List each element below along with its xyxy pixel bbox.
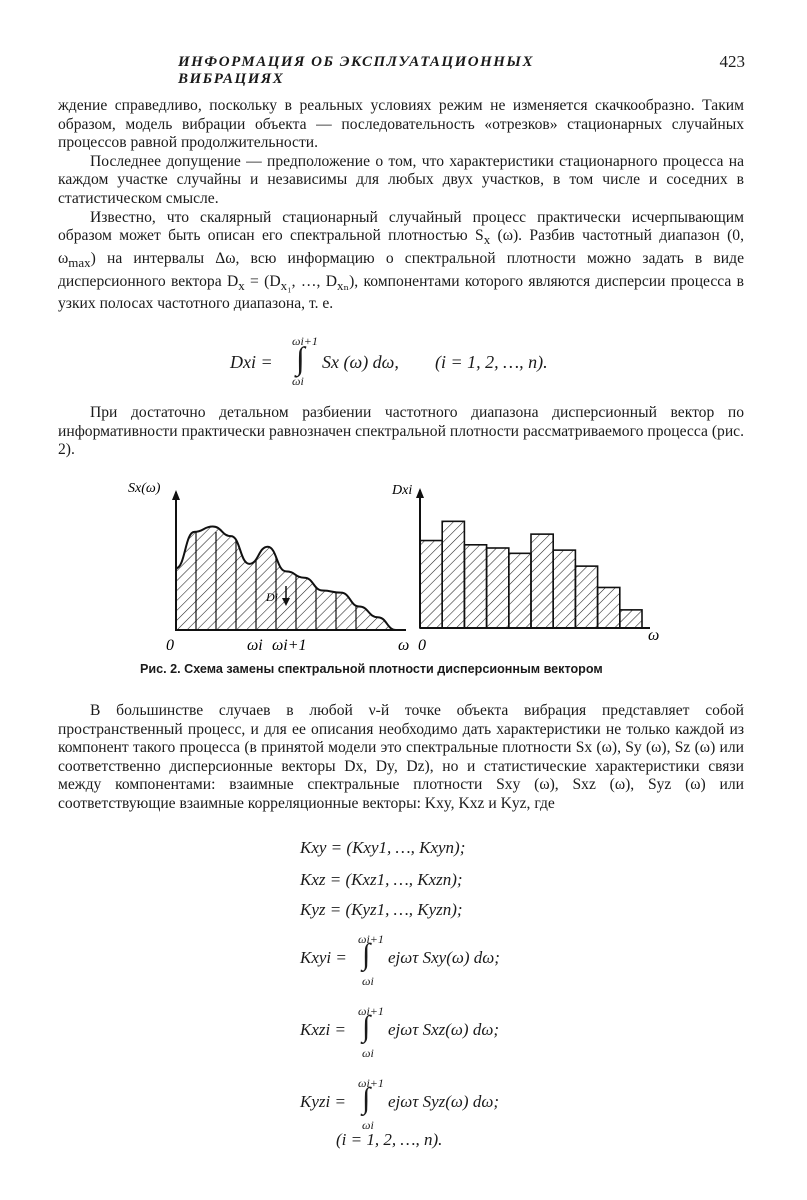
eq-kyzi (300, 1092, 346, 1112)
x-label-wi1: ωi+1 (272, 637, 307, 654)
formula-dispersion (230, 334, 630, 398)
eq2-integral: ∫ (362, 1010, 371, 1043)
sub-xn: xₙ (336, 277, 350, 293)
paragraph-3 (58, 209, 744, 314)
p3-part-f: ), компонентами которого являются дисперсии процесса в узких полосах частотного диапазона, т. е. (58, 272, 744, 313)
eq1-integral: ∫ (362, 938, 371, 971)
formula1-integrand: Sx (ω) dω, (322, 352, 399, 372)
spectral-density-chart (172, 490, 406, 630)
eq-kxz-vector: Kxz = (Kxz1, …, Kxzn); (300, 870, 463, 889)
dispersion-bar (464, 545, 486, 628)
dispersion-vector-chart (416, 488, 650, 628)
x-end-right: ω (648, 627, 660, 644)
dispersion-bar (487, 548, 509, 628)
eq1-lower: ωi (362, 974, 374, 988)
eq-range: (i = 1, 2, …, n). (336, 1130, 443, 1149)
integral-sign: ∫ (296, 340, 305, 376)
sub-max: max (68, 254, 91, 270)
p3-part-d: = (D (244, 272, 281, 290)
paragraph-1: ждение справедливо, поскольку в реальных условиях режим не изменяется скачкообразно. Таким образом, модель вибрации объекта — последовательность «отрезков» стационарных случайных процессов равной продолжительности. (58, 97, 744, 152)
spectral-density-curve (176, 527, 396, 630)
eq-kxzi (300, 1020, 346, 1040)
x-origin-left: 0 (166, 637, 174, 654)
bar-label-di: Di (266, 590, 278, 604)
right-y-arrow (416, 488, 424, 498)
eq1-upper: ωi+1 (358, 932, 384, 946)
eq1-rhs: ejωτ Sxy(ω) dω; (388, 948, 500, 967)
x-label-wi: ωi (247, 637, 263, 654)
text-block-1 (58, 97, 744, 314)
figure-caption: Рис. 2. Схема замены спектральной плотности дисперсионным вектором (140, 662, 603, 676)
eq-kxyi (300, 948, 347, 968)
dispersion-bar (553, 550, 575, 628)
dispersion-bar (509, 553, 531, 628)
dispersion-bar (575, 566, 597, 628)
eq3-integral: ∫ (362, 1082, 371, 1115)
page-number: 423 (719, 52, 745, 71)
eq3-lhs: Kyzi = (300, 1092, 346, 1111)
p3-part-c: ) на интервалы Δω, всю информацию о спектральной плотности можно задать в виде дисперсионного вектора D (58, 249, 744, 290)
eq3-lower: ωi (362, 1118, 374, 1132)
eq1-lhs: Kxyi = (300, 948, 347, 967)
figure-spectral (0, 470, 807, 670)
dispersion-bar (531, 534, 553, 628)
sub-x1: x₁ (280, 277, 292, 293)
running-head: ИНФОРМАЦИЯ ОБ ЭКСПЛУАТАЦИОННЫХ ВИБРАЦИЯХ (178, 54, 534, 87)
x-origin-right: 0 (418, 637, 426, 654)
left-y-arrow (172, 490, 180, 500)
eq-kyz-vector: Kyz = (Kyz1, …, Kyzn); (300, 900, 463, 919)
dispersion-bar (442, 521, 464, 628)
eq3-upper: ωi+1 (358, 1076, 384, 1090)
dispersion-bar (620, 610, 642, 628)
eq2-rhs: ejωτ Sxz(ω) dω; (388, 1020, 500, 1039)
sub-x: x (483, 232, 491, 248)
p3-part-b: (ω). Разбив частотный диапазон (0, ω (58, 227, 744, 267)
paragraph-2: Последнее допущение — предположение о том, что характеристики стационарного процесса на каждом участке случайны и независимы для любых двух участков, в том числе и соседних в статистическом смысле. (58, 152, 744, 207)
eq2-lower: ωi (362, 1046, 374, 1060)
p3-part-e: , …, D (291, 272, 337, 290)
eq-kxy-vector: Kxy = (Kxy1, …, Kxyn); (300, 838, 466, 857)
paragraph-5: В большинстве случаев в любой ν-й точке объекта вибрация представляет собой пространственный процесс, и для ее описания необходимо дать характеристики не только каждой из компонент такого процесса (в принятой модели это спектральные плотности Sx (ω), Sy (ω), Sz (ω) или соответственно дисперсионные векторы Dx, Dy, Dz), но и статистические характеристики связи между компонентами: взаимные спектральные плотности Sxy (ω), Sxz (ω), Syz (ω) или соответствующие взаимные корреляционные векторы: Kxy, Kxz и Kyz, где (58, 702, 744, 812)
dispersion-bar (598, 587, 620, 628)
formula1-lhs: Dxi = (230, 352, 273, 372)
formula1-lower: ωi (292, 374, 304, 388)
eq3-rhs: ejωτ Syz(ω) dω; (388, 1092, 500, 1111)
right-ylabel: Dxi (392, 483, 413, 498)
x-end-left: ω (398, 637, 410, 654)
eq2-lhs: Kxzi = (300, 1020, 346, 1039)
eq2-upper: ωi+1 (358, 1004, 384, 1018)
equations-block (300, 838, 560, 1148)
left-ylabel: Sx(ω) (128, 481, 161, 496)
paragraph-4: При достаточно детальном разбиении частотного диапазона дисперсионный вектор по информативности практически равнозначен спектральной плотности рассматриваемого процесса (рис. 2). (58, 404, 744, 459)
formula1-upper: ωi+1 (292, 334, 318, 348)
formula1-range: (i = 1, 2, …, n). (435, 352, 548, 372)
sub-x-2: x (238, 277, 245, 293)
p3-part-a: Известно, что скалярный стационарный случайный процесс практически исчерпывающим образом может быть описан его спектральной плотностью S (58, 208, 744, 245)
dispersion-bar (420, 541, 442, 628)
